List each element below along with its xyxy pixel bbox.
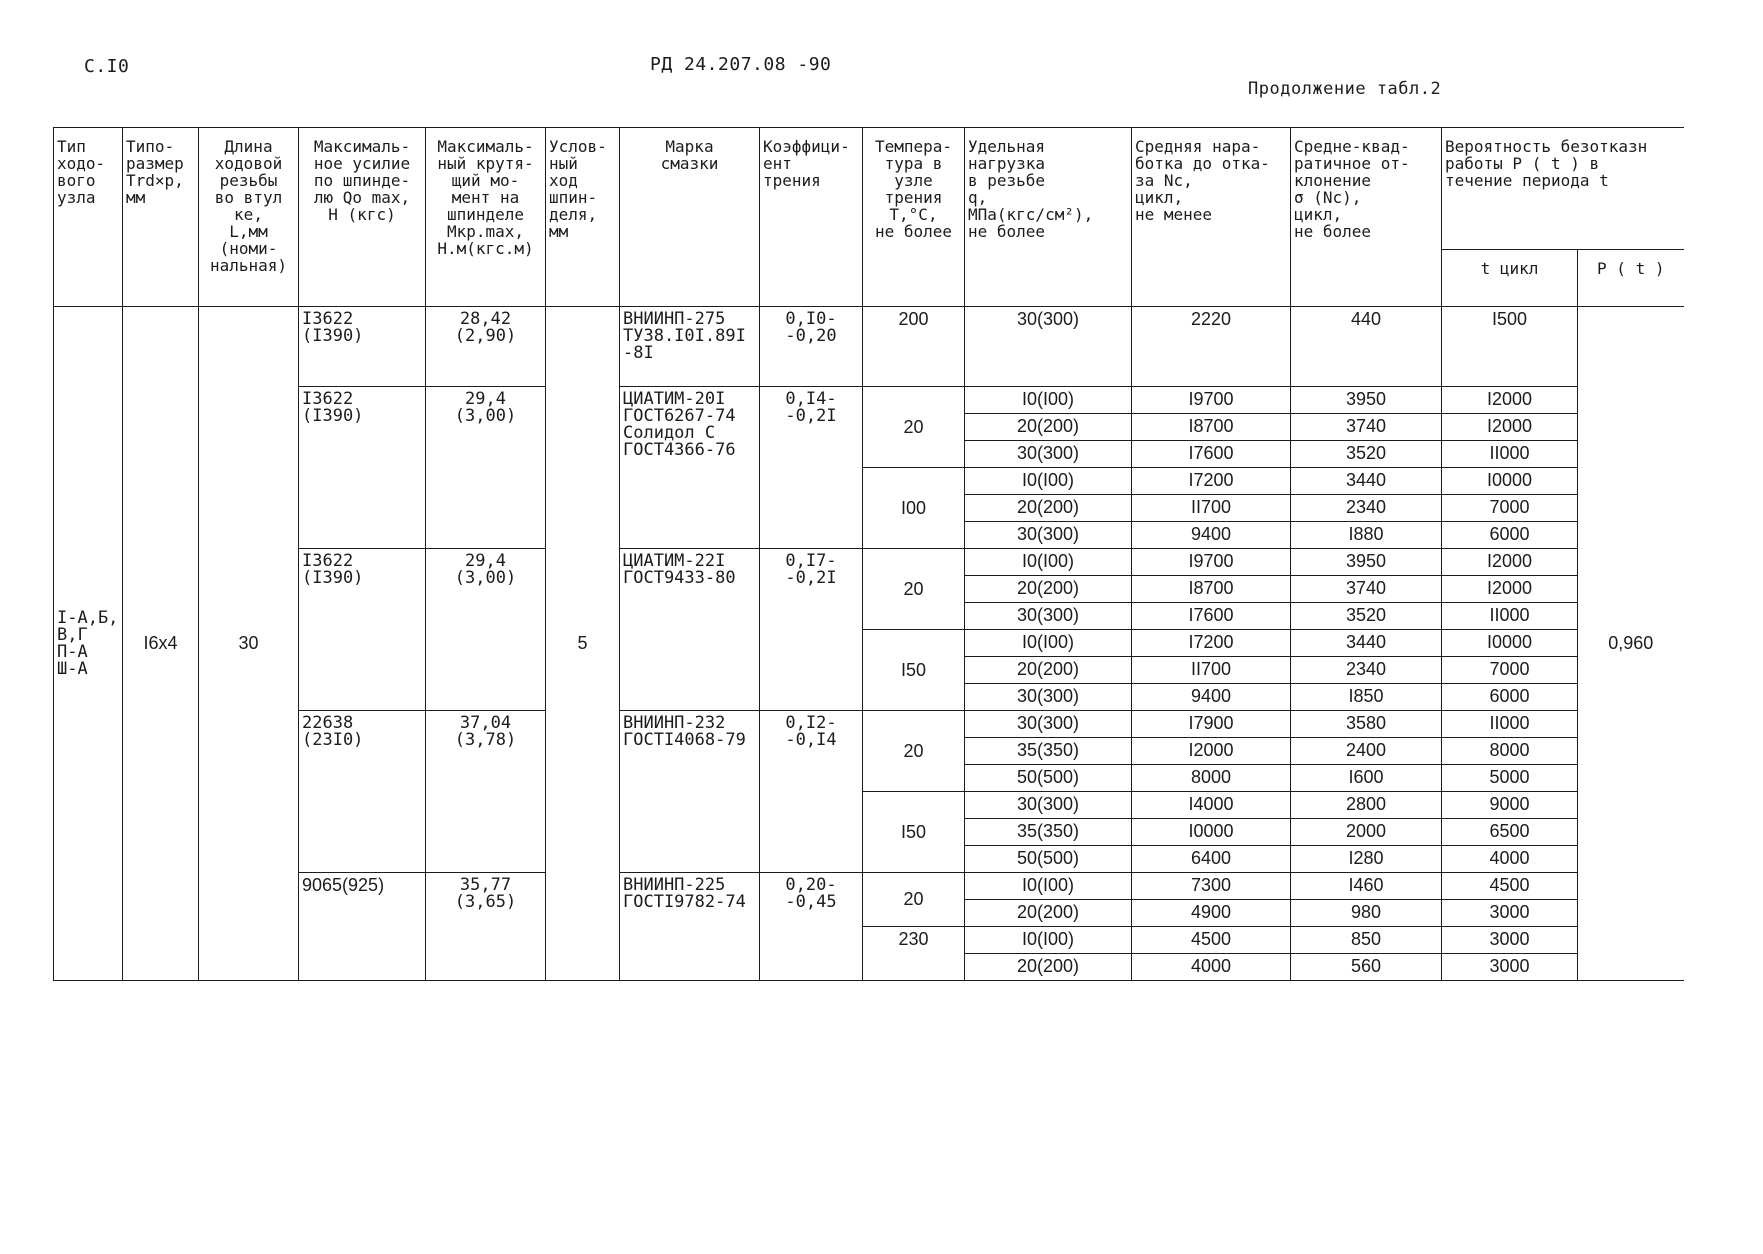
std-dev-cell: 3440 xyxy=(1291,468,1442,495)
t-cycle-cell: I2000 xyxy=(1442,576,1578,603)
torque-cell: 35,77 (3,65) xyxy=(426,873,546,981)
std-dev-cell: 2000 xyxy=(1291,819,1442,846)
header-temperature: Темпера- тура в узле трения Т,°С, не более xyxy=(863,128,965,307)
mean-time-cell: I8700 xyxy=(1132,414,1291,441)
std-dev-cell: 3740 xyxy=(1291,414,1442,441)
length-cell: 30 xyxy=(199,307,299,981)
mean-time-cell: I7600 xyxy=(1132,603,1291,630)
friction-cell: 0,I4- -0,2I xyxy=(760,387,863,549)
mean-time-cell: 9400 xyxy=(1132,522,1291,549)
mean-time-cell: 2220 xyxy=(1132,307,1291,387)
friction-cell: 0,I7- -0,2I xyxy=(760,549,863,711)
torque-cell: 29,4 (3,00) xyxy=(426,549,546,711)
lubricant-cell: ВНИИНП-275 ТУ38.I0I.89I -8I xyxy=(620,307,760,387)
temperature-cell: 20 xyxy=(863,873,965,927)
load-cell: I0(I00) xyxy=(965,630,1132,657)
header-stroke: Услов- ный ход шпин- деля, мм xyxy=(546,128,620,307)
t-cycle-cell: II000 xyxy=(1442,441,1578,468)
load-cell: 20(200) xyxy=(965,954,1132,981)
load-cell: 20(200) xyxy=(965,900,1132,927)
mean-time-cell: I8700 xyxy=(1132,576,1291,603)
header-type: Тип ходо- вого узла xyxy=(54,128,123,307)
header-lubricant: Марка смазки xyxy=(620,128,760,307)
t-cycle-cell: 9000 xyxy=(1442,792,1578,819)
mean-time-cell: I9700 xyxy=(1132,387,1291,414)
load-cell: 35(350) xyxy=(965,819,1132,846)
load-cell: 50(500) xyxy=(965,765,1132,792)
load-cell: 30(300) xyxy=(965,441,1132,468)
lubricant-cell: ЦИАТИМ-20I ГОСТ6267-74 Солидол С ГОСТ4366-76 xyxy=(620,387,760,549)
temperature-cell: I50 xyxy=(863,630,965,711)
t-cycle-cell: II000 xyxy=(1442,603,1578,630)
torque-cell: 28,42 (2,90) xyxy=(426,307,546,387)
force-cell: I3622 (I390) xyxy=(299,387,426,549)
std-dev-cell: I850 xyxy=(1291,684,1442,711)
header-p-t: Р ( t ) xyxy=(1578,250,1684,307)
load-cell: 30(300) xyxy=(965,603,1132,630)
document-code: РД 24.207.08 -90 xyxy=(650,54,832,75)
mean-time-cell: I2000 xyxy=(1132,738,1291,765)
load-cell: 20(200) xyxy=(965,495,1132,522)
std-dev-cell: I880 xyxy=(1291,522,1442,549)
force-cell: I3622 (I390) xyxy=(299,307,426,387)
temperature-cell: 20 xyxy=(863,387,965,468)
load-cell: 35(350) xyxy=(965,738,1132,765)
load-cell: 30(300) xyxy=(965,711,1132,738)
t-cycle-cell: II000 xyxy=(1442,711,1578,738)
std-dev-cell: 560 xyxy=(1291,954,1442,981)
temperature-cell: 200 xyxy=(863,307,965,387)
mean-time-cell: 9400 xyxy=(1132,684,1291,711)
mean-time-cell: 4900 xyxy=(1132,900,1291,927)
std-dev-cell: I460 xyxy=(1291,873,1442,900)
mean-time-cell: 6400 xyxy=(1132,846,1291,873)
header-mean-time: Средняя нара- ботка до отка- за Nc, цикл, не менее xyxy=(1132,128,1291,307)
temperature-cell: 20 xyxy=(863,711,965,792)
load-cell: I0(I00) xyxy=(965,549,1132,576)
load-cell: 30(300) xyxy=(965,684,1132,711)
lubricant-cell: ВНИИНП-225 ГОСТI9782-74 xyxy=(620,873,760,981)
header-torque: Максималь- ный крутя- щий мо- мент на шпинделе Мкр.max, Н.м(кгс.м) xyxy=(426,128,546,307)
node-type-cell: I-А,Б, В,Г П-А Ш-А xyxy=(54,307,123,981)
temperature-cell: I50 xyxy=(863,792,965,873)
mean-time-cell: II700 xyxy=(1132,657,1291,684)
continuation-note: Продолжение табл.2 xyxy=(1248,79,1442,99)
std-dev-cell: 2400 xyxy=(1291,738,1442,765)
force-cell: 22638 (23I0) xyxy=(299,711,426,873)
mean-time-cell: 4500 xyxy=(1132,927,1291,954)
t-cycle-cell: I2000 xyxy=(1442,549,1578,576)
t-cycle-cell: 3000 xyxy=(1442,954,1578,981)
friction-cell: 0,I2- -0,I4 xyxy=(760,711,863,873)
mean-time-cell: I7200 xyxy=(1132,630,1291,657)
std-dev-cell: 980 xyxy=(1291,900,1442,927)
std-dev-cell: 850 xyxy=(1291,927,1442,954)
mean-time-cell: I7900 xyxy=(1132,711,1291,738)
std-dev-cell: 3950 xyxy=(1291,549,1442,576)
mean-time-cell: 7300 xyxy=(1132,873,1291,900)
t-cycle-cell: 5000 xyxy=(1442,765,1578,792)
header-specific-load: Удельная нагрузка в резьбе q, МПа(кгс/см²), не более xyxy=(965,128,1132,307)
lubricant-cell: ВНИИНП-232 ГОСТI4068-79 xyxy=(620,711,760,873)
load-cell: I0(I00) xyxy=(965,468,1132,495)
t-cycle-cell: 6000 xyxy=(1442,684,1578,711)
mean-time-cell: II700 xyxy=(1132,495,1291,522)
load-cell: I0(I00) xyxy=(965,873,1132,900)
load-cell: I0(I00) xyxy=(965,387,1132,414)
t-cycle-cell: I2000 xyxy=(1442,387,1578,414)
load-cell: 20(200) xyxy=(965,414,1132,441)
std-dev-cell: I280 xyxy=(1291,846,1442,873)
temperature-cell: 20 xyxy=(863,549,965,630)
friction-cell: 0,20- -0,45 xyxy=(760,873,863,981)
temperature-cell: I00 xyxy=(863,468,965,549)
std-dev-cell: 3740 xyxy=(1291,576,1442,603)
std-dev-cell: 2340 xyxy=(1291,495,1442,522)
load-cell: I0(I00) xyxy=(965,927,1132,954)
header-probability: Вероятность безотказн работы Р ( t ) в течение периода t xyxy=(1442,128,1684,250)
t-cycle-cell: I500 xyxy=(1442,307,1578,387)
t-cycle-cell: 7000 xyxy=(1442,495,1578,522)
t-cycle-cell: 6000 xyxy=(1442,522,1578,549)
t-cycle-cell: 6500 xyxy=(1442,819,1578,846)
load-cell: 50(500) xyxy=(965,846,1132,873)
load-cell: 20(200) xyxy=(965,657,1132,684)
t-cycle-cell: 4000 xyxy=(1442,846,1578,873)
load-cell: 30(300) xyxy=(965,792,1132,819)
std-dev-cell: 3520 xyxy=(1291,441,1442,468)
std-dev-cell: 3440 xyxy=(1291,630,1442,657)
mean-time-cell: I7200 xyxy=(1132,468,1291,495)
std-dev-cell: 440 xyxy=(1291,307,1442,387)
reliability-table xyxy=(53,127,1684,981)
header-friction: Коэффици- ент трения xyxy=(760,128,863,307)
t-cycle-cell: 4500 xyxy=(1442,873,1578,900)
mean-time-cell: 8000 xyxy=(1132,765,1291,792)
torque-cell: 29,4 (3,00) xyxy=(426,387,546,549)
t-cycle-cell: I0000 xyxy=(1442,630,1578,657)
force-cell: I3622 (I390) xyxy=(299,549,426,711)
t-cycle-cell: I0000 xyxy=(1442,468,1578,495)
t-cycle-cell: I2000 xyxy=(1442,414,1578,441)
mean-time-cell: I4000 xyxy=(1132,792,1291,819)
load-cell: 20(200) xyxy=(965,576,1132,603)
header-std-deviation: Средне-квад- ратичное от- клонение σ (Nc), цикл, не более xyxy=(1291,128,1442,307)
load-cell: 30(300) xyxy=(965,307,1132,387)
load-cell: 30(300) xyxy=(965,522,1132,549)
std-dev-cell: I600 xyxy=(1291,765,1442,792)
lubricant-cell: ЦИАТИМ-22I ГОСТ9433-80 xyxy=(620,549,760,711)
stroke-cell: 5 xyxy=(546,307,620,981)
t-cycle-cell: 3000 xyxy=(1442,927,1578,954)
force-cell: 9065(925) xyxy=(299,873,426,981)
friction-cell: 0,I0- -0,20 xyxy=(760,307,863,387)
torque-cell: 37,04 (3,78) xyxy=(426,711,546,873)
page-number: С.I0 xyxy=(84,56,130,77)
t-cycle-cell: 3000 xyxy=(1442,900,1578,927)
t-cycle-cell: 8000 xyxy=(1442,738,1578,765)
mean-time-cell: I0000 xyxy=(1132,819,1291,846)
t-cycle-cell: 7000 xyxy=(1442,657,1578,684)
std-dev-cell: 3580 xyxy=(1291,711,1442,738)
std-dev-cell: 2800 xyxy=(1291,792,1442,819)
header-length: Длина ходовой резьбы во втул ке, L,мм (номи- нальная) xyxy=(199,128,299,307)
std-dev-cell: 3520 xyxy=(1291,603,1442,630)
mean-time-cell: 4000 xyxy=(1132,954,1291,981)
probability-cell: 0,960 xyxy=(1578,307,1684,981)
temperature-cell: 230 xyxy=(863,927,965,981)
mean-time-cell: I9700 xyxy=(1132,549,1291,576)
header-force: Максималь- ное усилие по шпинде- лю Qo max, Н (кгс) xyxy=(299,128,426,307)
std-dev-cell: 2340 xyxy=(1291,657,1442,684)
header-t-cycle: t цикл xyxy=(1442,250,1578,307)
size-cell: I6х4 xyxy=(123,307,199,981)
std-dev-cell: 3950 xyxy=(1291,387,1442,414)
mean-time-cell: I7600 xyxy=(1132,441,1291,468)
header-size: Типо- размер Trd×p, мм xyxy=(123,128,199,307)
